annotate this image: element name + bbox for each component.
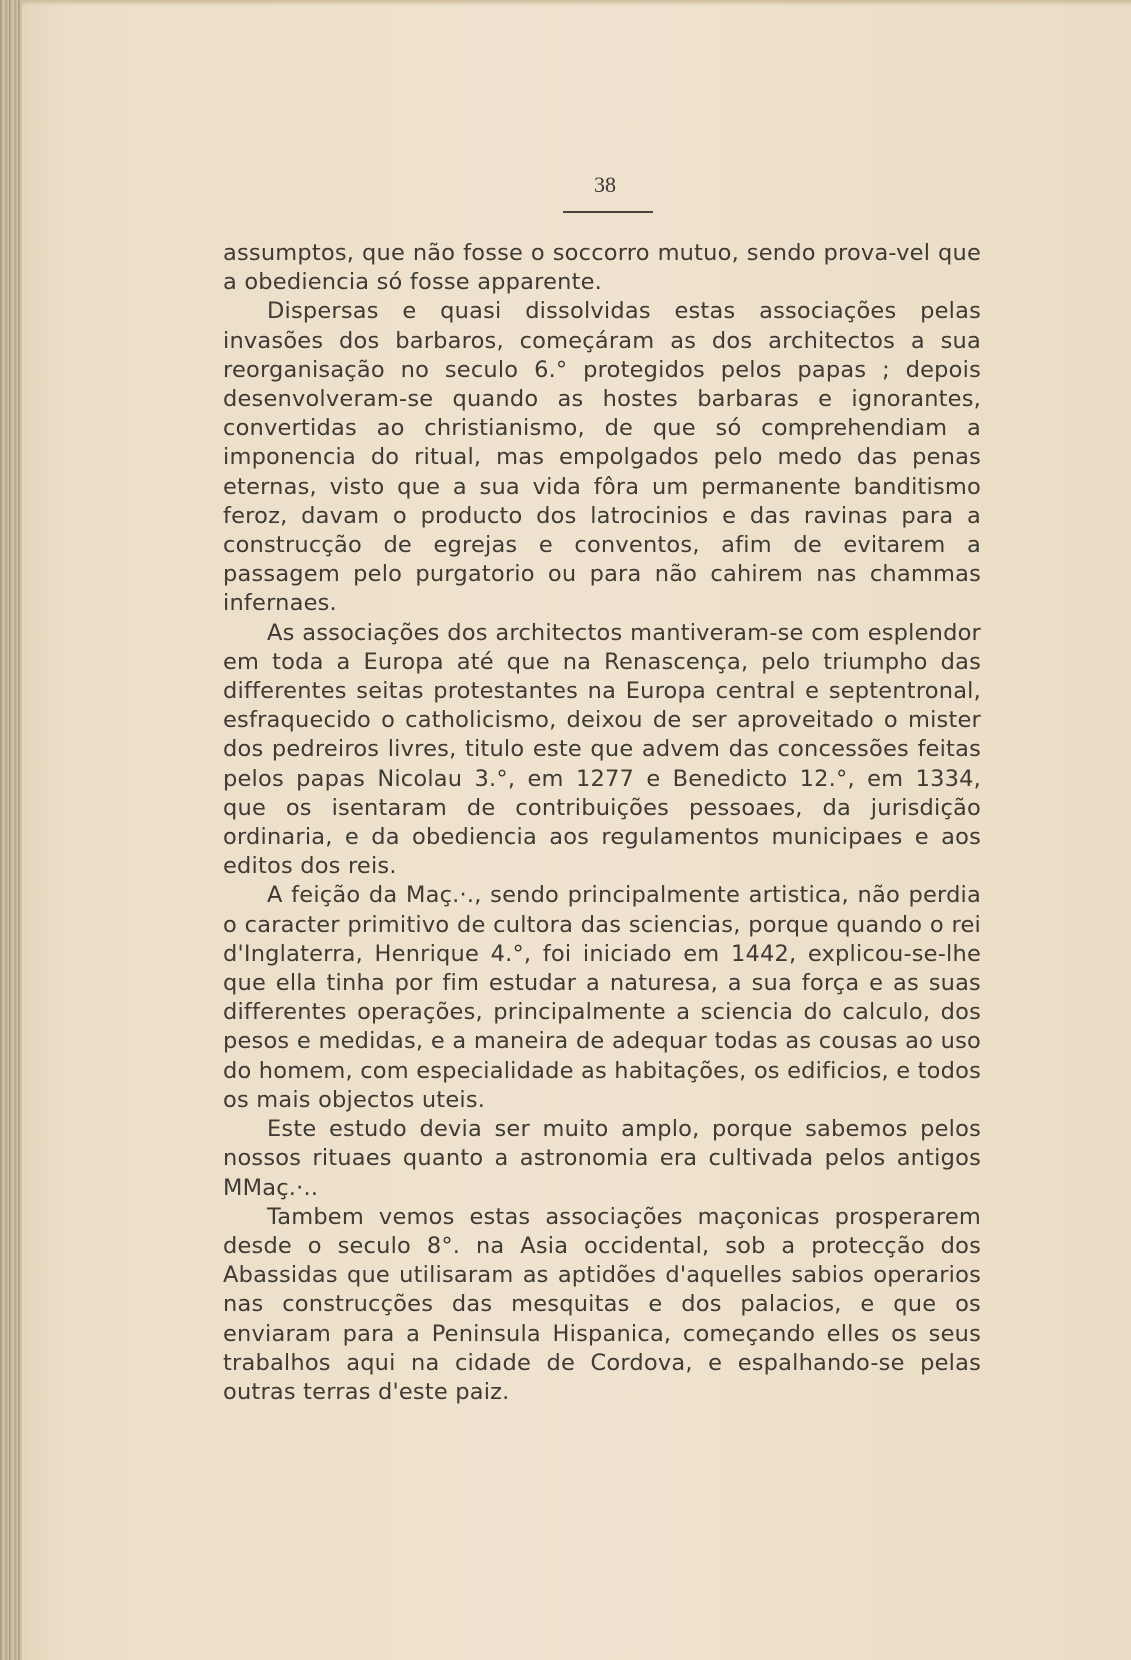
page-body-text [223, 239, 981, 1407]
paragraph: A feição da Maç.·., sendo principalmente artistica, não perdia o caracter primitivo de cultora das sciencias, porque quando o rei d'Inglaterra, Henrique 4.°, foi iniciado em 1442, explicou-se-lhe que ella tinha por fim estudar a naturesa, a sua força e as suas differentes operações, principalmente a sciencia do calculo, dos pesos e medidas, e a maneira de adequar todas as cousas ao uso do homem, com especialidade as habitações, os edificios, e todos os mais objectos uteis. [223, 882, 981, 1113]
paragraph-continuation: assumptos, que não fosse o soccorro mutuo, sendo prova-vel que a obediencia só fosse apparente. [223, 240, 981, 296]
page-number-rule [563, 211, 653, 213]
paragraph: As associações dos architectos mantiveram-se com esplendor em toda a Europa até que na Renascença, pelo triumpho das differentes seitas protestantes na Europa central e septentronal, esfraquecido o catholicismo, deixou de ser aproveitado o mister dos pedreiros livres, titulo este que advem das concessões feitas pelos papas Nicolau 3.°, em 1277 e Benedicto 12.°, em 1334, que os isentaram de contribuições pessoaes, da jurisdição ordinaria, e da obediencia aos regulamentos municipaes e aos editos dos reis. [223, 619, 981, 880]
paragraph: Dispersas e quasi dissolvidas estas associações pelas invasões dos barbaros, começáram as dos architectos a sua reorganisação no seculo 6.° protegidos pelos papas ; depois desenvolveram-se quando as hostes barbaras e ignorantes, convertidas ao christianismo, de que só comprehendiam a imponencia do ritual, mas empolgados pelo medo das penas eternas, visto que a sua vida fôra um permanente banditismo feroz, davam o producto dos latrocinios e das ravinas para a construcção de egrejas e conventos, afim de evitarem a passagem pelo purgatorio ou para não cahirem nas chammas infernaes. [223, 298, 981, 617]
page-number: 38 [594, 172, 616, 197]
paragraph: Tambem vemos estas associações maçonicas prosperarem desde o seculo 8°. na Asia occidental, sob a protecção dos Abassidas que utilisaram as aptidões d'aquelles sabios operarios nas construcções das mesquitas e dos palacios, e que os enviaram para a Peninsula Hispanica, começando elles os seus trabalhos aqui na cidade de Cordova, e espalhando-se pelas outras terras d'este paiz. [223, 1203, 981, 1405]
paragraph: Este estudo devia ser muito amplo, porque sabemos pelos nossos rituaes quanto a astronomia era cultivada pelos antigos MMaç.·.. [223, 1116, 981, 1201]
page-top-edge [22, 0, 1131, 6]
book-binding-edge [0, 0, 22, 1660]
